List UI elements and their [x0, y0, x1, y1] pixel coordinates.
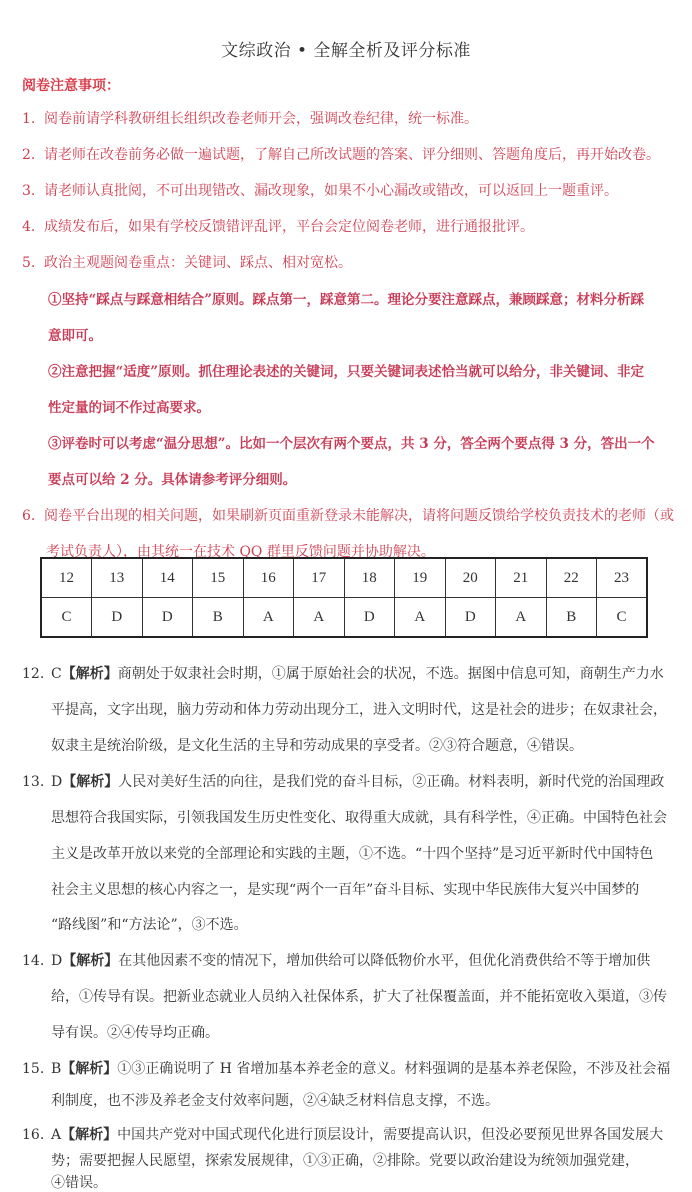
sub-item-2-line1: ②注意把握“适度”原则。抓住理论表述的关键词，只要关键词表述恰当就可以给分，非关键词、非定 [48, 364, 645, 380]
item-number: 6. [22, 508, 36, 524]
analysis-14-line-2: 给，①传导有误。把新业态就业人员纳入社保体系，扩大了社保覆盖面，并不能拓宽收入渠道，③传 [51, 989, 667, 1005]
question-number: 14. [22, 953, 45, 969]
analysis-15-line-2: 利制度，也不涉及养老金支付效率问题，②④缺乏材料信息支撑，不选。 [51, 1093, 499, 1109]
answer-cell: C [41, 598, 92, 638]
sub-item-3-line2: 要点可以给 2 分。具体请参考评分细则。 [48, 472, 297, 488]
analysis-tag: 【解析】 [61, 666, 118, 682]
analysis-13-line-2: 思想符合我国实际，引领我国发生历史性变化、取得重大成就，具有科学性，④正确。中国特色社会 [51, 810, 667, 826]
answer-letter: D [51, 953, 63, 969]
notice-item-5 [22, 252, 352, 272]
answer-row [41, 598, 647, 638]
answer-cell: A [243, 598, 294, 638]
question-cell: 20 [445, 558, 496, 598]
analysis-14-line-1 [22, 950, 650, 970]
item-text: 请老师在改卷前务必做一遍试题，了解自己所改试题的答案、评分细则、答题角度后，再开始改卷。 [44, 147, 660, 163]
analysis-text: 中国共产党对中国式现代化进行顶层设计，需要提高认识，但没必要预见世界各国发展大 [117, 1127, 664, 1143]
notice-item-3 [22, 180, 618, 200]
page-title: 文综政治 • 全解全析及评分标准 [221, 41, 471, 61]
notice-item-4 [22, 216, 534, 236]
answer-cell: D [344, 598, 395, 638]
analysis-13-line-4: 社会主义思想的核心内容之一，是实现“两个一百年”奋斗目标、实现中华民族伟大复兴中国梦的 [51, 882, 640, 898]
notice-item-2 [22, 144, 660, 164]
answer-cell: A [496, 598, 547, 638]
question-cell: 14 [142, 558, 193, 598]
answer-cell: D [445, 598, 496, 638]
question-cell: 22 [546, 558, 597, 598]
analysis-16-line-3: ④错误。 [51, 1175, 107, 1191]
answer-cell: D [142, 598, 193, 638]
notice-heading: 阅卷注意事项： [22, 78, 120, 94]
analysis-16-line-2: 势；需要把握人民愿望，探索发展规律，①③正确，②排除。党要以政治建设为统领加强党建， [51, 1153, 639, 1169]
analysis-13-line-3: 主义是改革开放以来党的全部理论和实践的主题，①不选。“十四个坚持”是习近平新时代中国特色 [51, 846, 654, 862]
answer-cell: B [193, 598, 244, 638]
analysis-12-line-2: 平提高，文字出现，脑力劳动和体力劳动出现分工，进入文明时代，这是社会的进步；在奴隶社会， [51, 702, 667, 718]
question-cell: 15 [193, 558, 244, 598]
question-cell: 23 [597, 558, 648, 598]
answer-cell: B [546, 598, 597, 638]
item-text: 请老师认真批阅，不可出现错改、漏改现象，如果不小心漏改或错改，可以返回上一题重评。 [44, 183, 618, 199]
question-number: 13. [22, 774, 45, 790]
analysis-13-line-1 [22, 771, 664, 791]
answer-letter: B [51, 1061, 62, 1077]
item-text: 阅卷前请学科教研组长组织改卷老师开会，强调改卷纪律，统一标准。 [44, 111, 478, 127]
answer-cell: A [294, 598, 345, 638]
item-number: 2. [22, 147, 36, 163]
answer-table [40, 557, 648, 638]
question-number: 16. [22, 1127, 45, 1143]
analysis-text: ①③正确说明了 H 省增加基本养老金的意义。材料强调的是基本养老保险，不涉及社会福 [117, 1061, 671, 1077]
analysis-16-line-1 [22, 1124, 663, 1144]
analysis-12-line-1 [22, 663, 664, 683]
sub-item-1-line2: 意即可。 [48, 328, 102, 344]
item-number: 4. [22, 219, 36, 235]
item-number: 1. [22, 111, 36, 127]
notice-item-6 [22, 505, 674, 525]
question-number-row [41, 558, 647, 598]
answer-cell: D [92, 598, 143, 638]
notice-item-1 [22, 108, 478, 128]
analysis-text: 人民对美好生活的向往，是我们党的奋斗目标，②正确。材料表明，新时代党的治国理政 [118, 774, 665, 790]
analysis-14-line-3: 导有误。②④传导均正确。 [51, 1025, 219, 1041]
analysis-15-line-1 [22, 1058, 670, 1078]
question-cell: 13 [92, 558, 143, 598]
question-cell: 17 [294, 558, 345, 598]
analysis-tag: 【解析】 [61, 1061, 118, 1077]
answer-letter: C [51, 666, 62, 682]
sub-item-3-line1: ③评卷时可以考虑“温分思想”。比如一个层次有两个要点，共 3 分，答全两个要点得 3 分，答出一个 [48, 436, 655, 452]
question-cell: 12 [41, 558, 92, 598]
answer-cell: C [597, 598, 648, 638]
item-text: 政治主观题阅卷重点：关键词、踩点、相对宽松。 [44, 255, 352, 271]
sub-item-1-line1: ①坚持“踩点与踩意相结合”原则。踩点第一，踩意第二。理论分要注意踩点，兼顾踩意；材料分析踩 [48, 292, 645, 308]
answer-letter: A [51, 1127, 62, 1143]
analysis-tag: 【解析】 [62, 953, 119, 969]
analysis-12-line-3: 奴隶主是统治阶级，是文化生活的主导和劳动成果的享受者。②③符合题意，④错误。 [51, 738, 583, 754]
analysis-text: 在其他因素不变的情况下，增加供给可以降低物价水平，但优化消费供给不等于增加供 [118, 953, 651, 969]
question-cell: 21 [496, 558, 547, 598]
item-number: 5. [22, 255, 36, 271]
question-number: 15. [22, 1061, 45, 1077]
question-cell: 19 [395, 558, 446, 598]
question-cell: 16 [243, 558, 294, 598]
analysis-13-line-5: “路线图”和“方法论”，③不选。 [51, 917, 248, 933]
sub-item-2-line2: 性定量的词不作过高要求。 [48, 400, 210, 416]
item-text: 阅卷平台出现的相关问题，如果刷新页面重新登录未能解决，请将问题反馈给学校负责技术的老师（或 [44, 508, 674, 524]
analysis-text: 商朝处于奴隶社会时期，①属于原始社会的状况，不选。据图中信息可知，商朝生产力水 [117, 666, 664, 682]
item-text: 成绩发布后，如果有学校反馈错评乱评，平台会定位阅卷老师，进行通报批评。 [44, 219, 534, 235]
answer-letter: D [51, 774, 63, 790]
question-cell: 18 [344, 558, 395, 598]
item-number: 3. [22, 183, 36, 199]
answer-cell: A [395, 598, 446, 638]
question-number: 12. [22, 666, 45, 682]
analysis-tag: 【解析】 [62, 774, 119, 790]
analysis-tag: 【解析】 [61, 1127, 118, 1143]
notice-item-6-cont: 考试负责人），由其统一在技术 QQ 群里反馈问题并协助解决。 [46, 544, 435, 560]
